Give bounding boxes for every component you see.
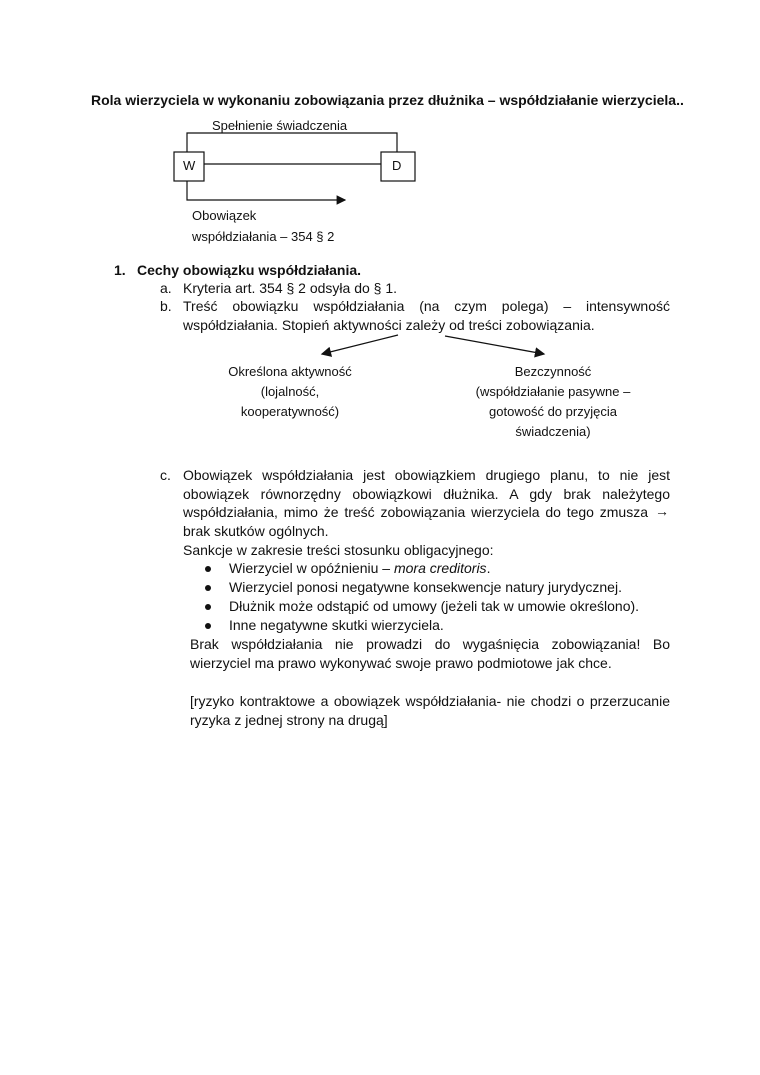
bullet-item-4: Inne negatywne skutki wierzyciela. — [229, 617, 444, 633]
debtor-box-label: D — [392, 158, 402, 173]
branch-right-line1: Bezczynność — [514, 364, 592, 379]
item-c-marker: c. — [160, 467, 171, 483]
cooperation-label-line2: współdziałania – 354 § 2 — [192, 229, 335, 244]
branch-right-line4: świadczenia) — [515, 424, 591, 439]
paragraph-line2: wierzyciel ma prawo wykonywać swoje prawo podmiotowe jak chce. — [190, 655, 612, 671]
item-a-text: Kryteria art. 354 § 2 odsyła do § 1. — [183, 280, 398, 296]
item-b-marker: b. — [160, 298, 172, 314]
section-heading: Cechy obowiązku współdziałania. — [137, 262, 362, 278]
branch-arrow-left — [322, 335, 398, 354]
item-b-line1: Treść obowiązku współdziałania (na czym polega) – intensywność — [183, 298, 670, 314]
branch-left-line1: Określona aktywność — [228, 364, 352, 379]
note-line2: ryzyka z jednej strony na drugą] — [190, 712, 388, 728]
bullet-item-3: Dłużnik może odstąpić od umowy (jeżeli tak w umowie określono). — [229, 598, 640, 614]
section-number: 1. — [114, 262, 126, 278]
bullet-icon — [205, 623, 211, 629]
item-c-line3: współdziałania, mimo że treść zobowiązania wierzyciela do tego zmusza — [183, 504, 648, 520]
bullet-icon — [205, 566, 211, 572]
item-c-line4: brak skutków ogólnych. — [183, 523, 329, 539]
right-arrow-icon: → — [655, 503, 669, 519]
bullet-icon — [205, 604, 211, 610]
item-c-line2: obowiązek równorzędny obowiązkowi dłużnika. A gdy brak należytego — [183, 486, 670, 502]
sanctions-heading: Sankcje w zakresie treści stosunku obligacyjnego: — [183, 542, 494, 558]
item-c-line1: Obowiązek współdziałania jest obowiązkiem drugiego planu, to nie jest — [183, 467, 670, 483]
item-a-marker: a. — [160, 280, 172, 296]
creditor-box-label: W — [183, 158, 196, 173]
branch-left-line3: kooperatywność) — [240, 404, 340, 419]
bullet-item-2: Wierzyciel ponosi negatywne konsekwencje natury jurydycznej. — [229, 579, 622, 595]
bullet-item-1: Wierzyciel w opóźnieniu – mora creditoris. — [229, 560, 491, 576]
performance-label: Spełnienie świadczenia — [212, 118, 348, 133]
branch-right-line3: gotowość do przyjęcia — [489, 404, 617, 419]
performance-arrow-line — [187, 133, 397, 152]
cooperation-arrow — [187, 181, 345, 200]
note-line1: [ryzyko kontraktowe a obowiązek współdziałania- nie chodzi o przerzucanie — [190, 693, 670, 709]
page-title: Rola wierzyciela w wykonaniu zobowiązania przez dłużnika – współdziałanie wierzyciela.. — [91, 92, 684, 108]
branch-right-line2: (współdziałanie pasywne – — [475, 384, 631, 399]
item-b-line2: współdziałania. Stopień aktywności zależy od treści zobowiązania. — [183, 317, 595, 333]
branch-left-line2: (lojalność, — [260, 384, 320, 399]
paragraph-line1: Brak współdziałania nie prowadzi do wygaśnięcia zobowiązania! Bo — [190, 636, 670, 652]
cooperation-label-line1: Obowiązek — [192, 208, 257, 223]
bullet-icon — [205, 585, 211, 591]
branch-arrow-right — [445, 336, 544, 354]
